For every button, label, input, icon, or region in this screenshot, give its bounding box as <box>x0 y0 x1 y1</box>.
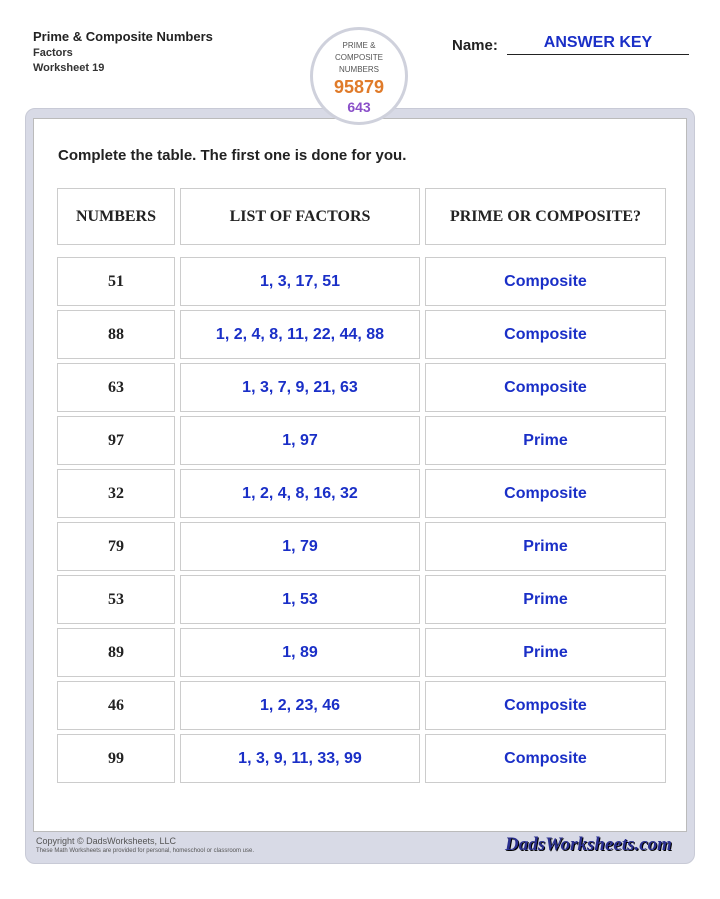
classification-cell: Prime <box>425 575 666 624</box>
footer <box>36 836 254 854</box>
logo-text: COMPOSITE <box>334 53 383 62</box>
number-cell: 97 <box>57 416 175 465</box>
number-cell: 79 <box>57 522 175 571</box>
instructions: Complete the table. The first one is done for you. <box>58 147 407 164</box>
logo <box>310 27 408 125</box>
factors-cell: 1, 3, 9, 11, 33, 99 <box>180 734 420 783</box>
factors-cell: 1, 89 <box>180 628 420 677</box>
classification-cell: Prime <box>425 522 666 571</box>
classification-cell: Composite <box>425 469 666 518</box>
number-cell: 53 <box>57 575 175 624</box>
classification-cell: Composite <box>425 363 666 412</box>
classification-cell: Composite <box>425 681 666 730</box>
copyright: Copyright © DadsWorksheets, LLC <box>36 836 177 846</box>
factors-cell: 1, 97 <box>180 416 420 465</box>
factors-cell: 1, 2, 4, 8, 11, 22, 44, 88 <box>180 310 420 359</box>
classification-cell: Composite <box>425 257 666 306</box>
logo-text: NUMBERS <box>338 65 379 74</box>
number-cell: 32 <box>57 469 175 518</box>
logo-digits: 643 <box>347 99 371 115</box>
factors-cell: 1, 2, 4, 8, 16, 32 <box>180 469 420 518</box>
worksheet-subtitle: Factors <box>33 47 73 59</box>
column-header: PRIME OR COMPOSITE? <box>425 188 666 245</box>
logo-digits: 95879 <box>333 77 385 97</box>
classification-cell: Composite <box>425 310 666 359</box>
classification-cell: Prime <box>425 416 666 465</box>
brand-logo: DadsWorksheets.com <box>505 834 672 855</box>
classification-cell: Prime <box>425 628 666 677</box>
number-cell: 51 <box>57 257 175 306</box>
logo-text: PRIME & <box>342 41 376 50</box>
column-header: NUMBERS <box>57 188 175 245</box>
classification-cell: Composite <box>425 734 666 783</box>
factors-cell: 1, 53 <box>180 575 420 624</box>
name-field: ANSWER KEY <box>507 34 689 55</box>
factors-cell: 1, 2, 23, 46 <box>180 681 420 730</box>
factors-cell: 1, 3, 17, 51 <box>180 257 420 306</box>
number-cell: 99 <box>57 734 175 783</box>
number-cell: 89 <box>57 628 175 677</box>
number-cell: 88 <box>57 310 175 359</box>
worksheet-header <box>33 29 213 74</box>
column-header: LIST OF FACTORS <box>180 188 420 245</box>
name-label: Name: <box>452 37 498 54</box>
factors-cell: 1, 3, 7, 9, 21, 63 <box>180 363 420 412</box>
usage-note: These Math Worksheets are provided for personal, homeschool or classroom use. <box>36 848 254 854</box>
number-cell: 63 <box>57 363 175 412</box>
number-cell: 46 <box>57 681 175 730</box>
factors-cell: 1, 79 <box>180 522 420 571</box>
worksheet-title: Prime & Composite Numbers <box>33 29 213 44</box>
worksheet-number: Worksheet 19 <box>33 62 105 74</box>
